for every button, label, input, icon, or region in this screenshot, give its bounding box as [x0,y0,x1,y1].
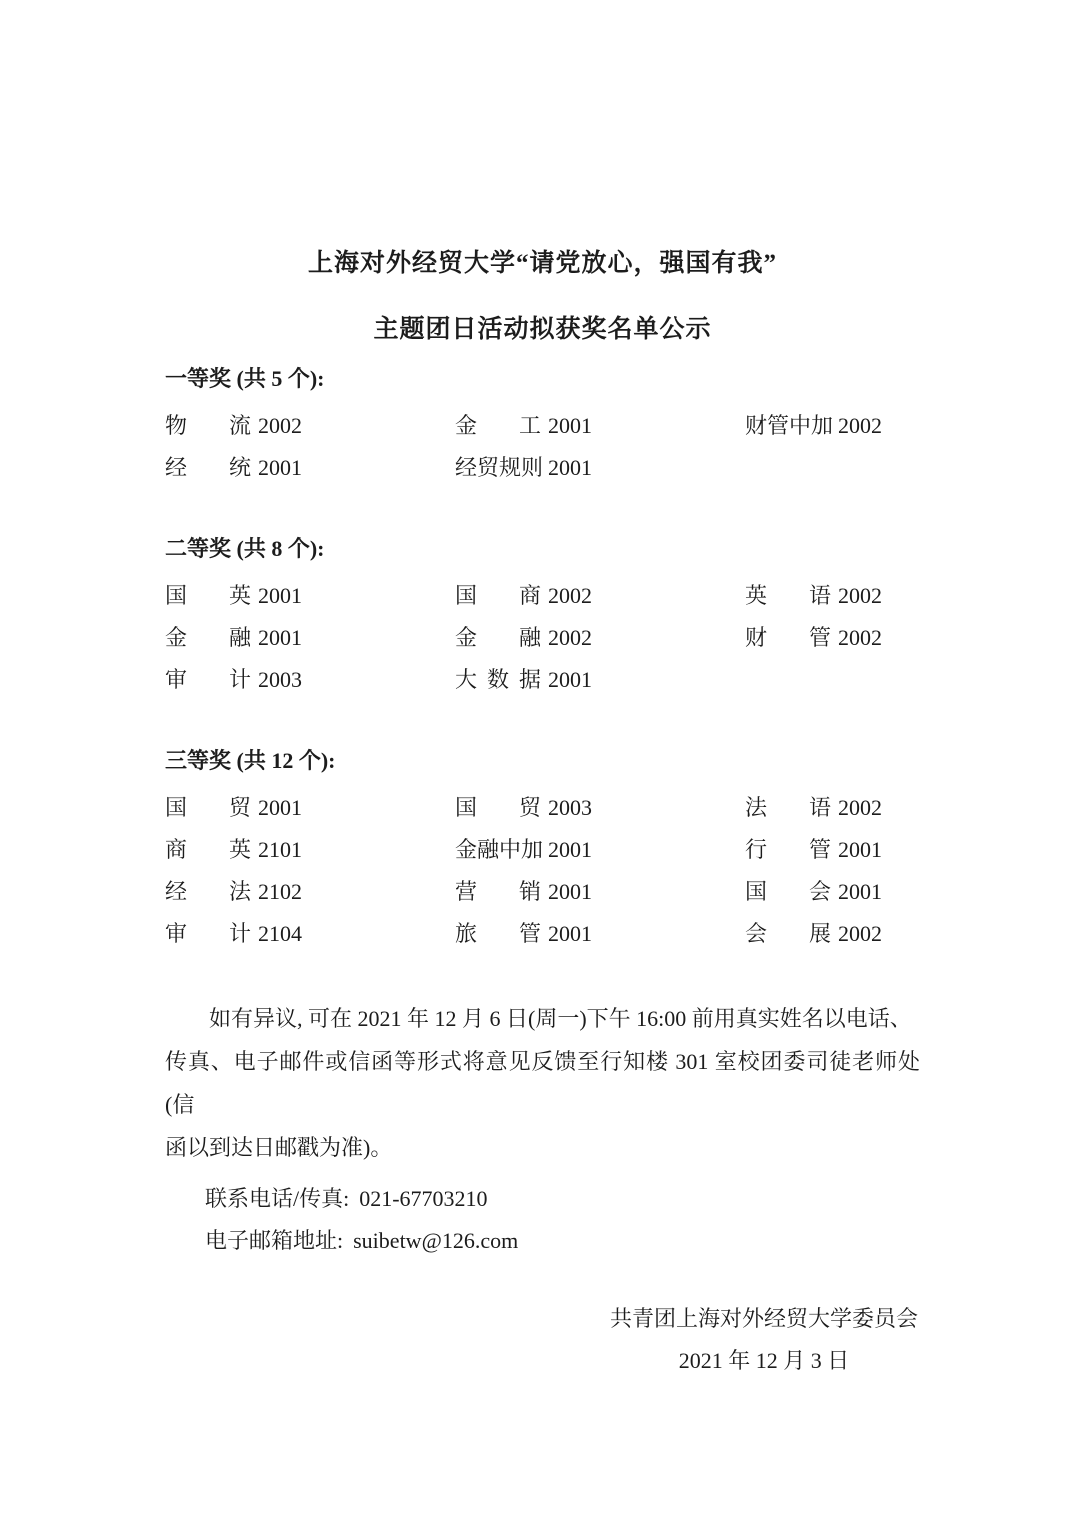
award-row [165,447,920,489]
entry-year: 2001 [258,583,302,608]
notice-line: 函以到达日邮戳为准)。 [165,1135,393,1160]
award-section [165,747,920,955]
award-entry [165,447,455,489]
entry-year: 2003 [258,667,302,692]
award-row [165,787,920,829]
entry-year: 2003 [548,795,592,820]
award-row [165,829,920,871]
award-entry [455,787,745,829]
entry-year: 2102 [258,879,302,904]
entry-year: 2001 [548,455,592,480]
award-entry [165,871,455,913]
page-title-line2: 主题团日活动拟获奖名单公示 [373,316,712,343]
entry-class-name: 经 法 [165,879,251,904]
notice-line: 如有异议, 可在 2021 年 12 月 6 日(周一)下午 16:00 前用真实姓名以电话、 [209,1006,912,1031]
entry-year: 2001 [258,625,302,650]
section-heading: 三等奖 (共 12 个): [165,748,336,773]
entry-year: 2001 [838,879,882,904]
award-sections [165,365,920,955]
entry-class-name: 国 英 [165,583,251,608]
award-section [165,365,920,489]
signature-org: 共青团上海对外经贸大学委员会 [609,1306,918,1331]
award-entry [455,447,745,489]
entry-year: 2002 [548,583,592,608]
notice-paragraph [165,997,920,1169]
entry-year: 2001 [548,879,592,904]
entry-class-name: 国 贸 [455,795,541,820]
contact-email-value: suibetw@126.com [353,1228,519,1253]
entry-class-name: 大 数 据 [455,667,541,692]
award-entry [165,659,455,701]
entry-year: 2002 [838,921,882,946]
entry-year: 2101 [258,837,302,862]
award-row [165,405,920,447]
contact-phone-line [165,1178,920,1220]
signature-block [608,1298,920,1382]
entry-class-name: 英 语 [745,583,831,608]
section-heading: 一等奖 (共 5 个): [165,366,325,391]
award-entry [165,617,455,659]
entry-class-name: 旅 管 [455,921,541,946]
award-entry [745,575,920,617]
entry-year: 2001 [258,795,302,820]
contact-email-line [165,1220,920,1262]
award-entry [745,913,920,955]
entry-class-name: 财 管 [745,625,831,650]
entry-class-name: 行 管 [745,837,831,862]
entry-class-name: 金 融 [455,625,541,650]
entry-class-name: 会 展 [745,921,831,946]
entry-year: 2001 [548,413,592,438]
entry-year: 2002 [838,795,882,820]
award-entry [455,829,745,871]
entry-year: 2001 [838,837,882,862]
award-row [165,575,920,617]
award-rows [165,787,920,955]
award-rows [165,405,920,489]
notice-line: 传真、电子邮件或信函等形式将意见反馈至行知楼 301 室校团委司徒老师处(信 [165,1049,920,1117]
entry-class-name: 物 流 [165,413,251,438]
award-entry [745,617,920,659]
entry-class-name: 商 英 [165,837,251,862]
entry-year: 2001 [258,455,302,480]
award-entry [455,617,745,659]
award-entry [165,787,455,829]
entry-class-name: 财 管 中 加 [745,413,834,438]
award-entry [745,871,920,913]
signature-date: 2021 年 12 月 3 日 [678,1348,850,1373]
entry-year: 2001 [548,667,592,692]
entry-class-name: 营 销 [455,879,541,904]
award-entry [745,787,920,829]
award-entry [165,575,455,617]
entry-class-name: 金 融 [165,625,251,650]
award-entry [745,829,920,871]
entry-year: 2002 [838,413,882,438]
section-heading: 二等奖 (共 8 个): [165,536,325,561]
entry-year: 2001 [548,921,592,946]
entry-class-name: 审 计 [165,921,251,946]
entry-class-name: 国 会 [745,879,831,904]
award-entry [455,913,745,955]
entry-class-name: 经 统 [165,455,251,480]
entry-class-name: 金 工 [455,413,541,438]
award-entry [455,659,745,701]
award-rows [165,575,920,701]
entry-year: 2104 [258,921,302,946]
entry-class-name: 经 贸 规 则 [455,455,544,480]
award-row [165,913,920,955]
award-entry [455,405,745,447]
entry-year: 2002 [838,583,882,608]
entry-class-name: 国 贸 [165,795,251,820]
award-entry [455,871,745,913]
award-section [165,535,920,701]
page-title-line1: 上海对外经贸大学“请党放心，强国有我” [307,250,777,277]
entry-class-name: 国 商 [455,583,541,608]
award-entry [745,405,920,447]
award-entry [165,405,455,447]
award-entry [165,913,455,955]
contact-email-label: 电子邮箱地址: [205,1228,344,1253]
entry-class-name: 审 计 [165,667,251,692]
contact-block [165,1178,920,1262]
entry-year: 2002 [838,625,882,650]
award-row [165,871,920,913]
award-row [165,617,920,659]
award-entry [165,829,455,871]
entry-class-name: 法 语 [745,795,831,820]
entry-class-name: 金 融 中 加 [455,837,544,862]
entry-year: 2002 [548,625,592,650]
award-row [165,659,920,701]
entry-year: 2002 [258,413,302,438]
contact-phone-value: 021-67703210 [359,1186,488,1211]
contact-phone-label: 联系电话/传真: [205,1186,350,1211]
entry-year: 2001 [548,837,592,862]
award-entry [455,575,745,617]
